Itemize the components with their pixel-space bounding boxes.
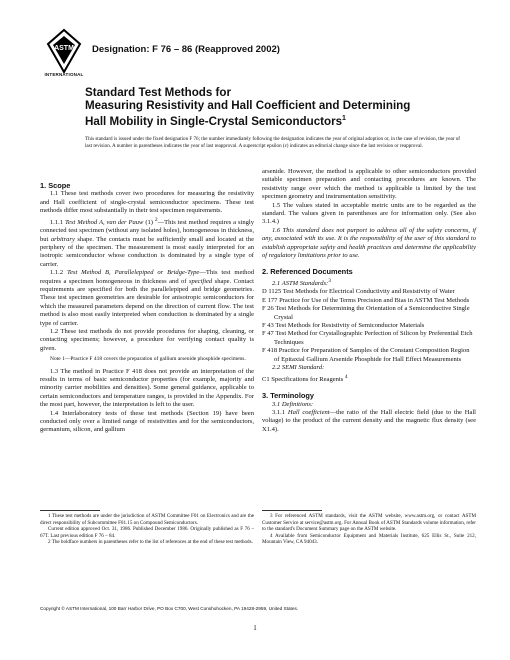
right-column bbox=[262, 168, 476, 434]
footnote: 4 Available from Semiconductor Equipment and Materials Institute, 625 Ellis St., Suite 212, Mountain View, CA 94043. bbox=[262, 532, 476, 546]
reference-item: C1 Specifications for Reagents $^4$ bbox=[262, 373, 348, 383]
reference-item: F 26 Test Methods for Determining the Orientation of a Semiconductive Single Crystal bbox=[262, 305, 470, 321]
page-number: 1 bbox=[253, 624, 257, 632]
note: Note 1—Practice F 418 covers the preparation of gallium arsenide phosphide specimens. bbox=[50, 356, 246, 363]
footnote: Current edition approved Oct. 31, 1986. Published December 1986. Originally published as F 76 – 67T. Last previous edition F 76 – 84. bbox=[40, 526, 254, 539]
section-heading: 3. Terminology bbox=[262, 391, 315, 401]
paragraph: 1.5 The values stated in acceptable metric units are to be regarded as the standard. The values given in parentheses are for information only. (See also 3.1.4.) bbox=[262, 201, 476, 226]
subsection: 2.2 SEMI Standard: bbox=[272, 364, 325, 372]
issuance-note: This standard is issued under the fixed designation F 76; the number immediately following the designation indicates the year of original adoption or, in the case of revision, the year of last revision. A number in parentheses indicates the year of last reapproval. A superscript epsilon (ε) indicates an editorial change since the last revision or reapproval. bbox=[85, 136, 460, 150]
section-heading: 1. Scope bbox=[40, 181, 71, 190]
subsection: 3.1 Definitions: bbox=[272, 400, 314, 408]
reference-item: F 43 Test Methods for Resistivity of Semiconductor Materials bbox=[262, 322, 425, 330]
footnote-rule bbox=[40, 510, 100, 511]
footnote: 2 The boldface numbers in parentheses refer to the list of references at the end of these test methods. bbox=[48, 539, 253, 546]
paragraph: 1.1 These test methods cover two procedures for measuring the resistivity and Hall coefficient of single-crystal semiconductor specimens. These test methods differ most substantially in their test specimen requirements. bbox=[40, 190, 254, 215]
footnote: 1 These test methods are under the jurisdiction of ASTM Committee F01 on Electronics and are the direct responsibility of Subcommittee F01.15 on Compound Semiconductors. bbox=[40, 513, 254, 526]
footnote: 3 For referenced ASTM standards, visit the ASTM website, www.astm.org, or contact ASTM Customer Service at service@astm.org. For Annual Book of ASTM Standards volume information, refer to the standard's Document Summary page on the ASTM website. bbox=[262, 513, 476, 533]
copyright: Copyright © ASTM International, 100 Barr Harbor Drive, PO Box C700, West Conshohocken, PA 19428-2959, United States. bbox=[40, 606, 299, 611]
title-line: Measuring Resistivity and Hall Coefficient and Determining bbox=[85, 99, 411, 112]
reference-item: F 47 Test Method for Crystallographic Perfection of Silicon by Preferential Etch Techniques bbox=[262, 330, 473, 346]
paragraph: 3.1.1 Hall coefficient—the ratio of the Hall electric field (due to the Hall voltage) to the product of the current density and the magnetic flux density (see X1.4). bbox=[262, 408, 477, 433]
left-column bbox=[40, 182, 254, 435]
paragraph: 1.4 Interlaboratory tests of these test methods (Section 19) have been conducted only over a limited range of resistivities and for the semiconductors, germanium, silicon, and gallium bbox=[40, 409, 254, 434]
document-title bbox=[85, 86, 465, 128]
paragraph: arsenide. However, the method is applicable to other semiconductors provided suitable specimen preparation and contacting procedures are known. The resistivity range over which the method is applicable is limited by the test specimen geometry and instrumentation sensitivity. bbox=[262, 168, 476, 201]
left-footnotes bbox=[40, 513, 254, 546]
reference-item: F 418 Practice for Preparation of Samples of the Constant Composition Region of Epitaxial Gallium Arsenide Phosphide for Hall Effect Measurements bbox=[262, 347, 470, 363]
paragraph: 1.2 These test methods do not provide procedures for shaping, cleaning, or contacting specimens; however, a procedure for verifying contact quality is given. bbox=[40, 328, 254, 352]
title-line: Standard Test Methods for bbox=[85, 86, 232, 99]
reference-item: E 177 Practice for Use of the Terms Precision and Bias in ASTM Test Methods bbox=[262, 296, 470, 304]
designation: Designation: F 76 – 86 (Reapproved 2002) bbox=[92, 44, 280, 55]
svg-text:ASTM: ASTM bbox=[54, 45, 74, 52]
paragraph: 1.1.2 Test Method B, Parallelepiped or Bridge-Type—This test method requires a specimen homogeneous in thickness and of specified shape. Contact requirements are specified for both the parallelepiped and bridge geometries. These test specimen geometries are desirable for anisotropic semiconductors for which the measured parameters depend on the direction of current flow. The test method is also most easily interpreted when conduction is dominated by a single type of carrier. bbox=[40, 269, 254, 327]
right-footnotes bbox=[262, 513, 476, 546]
title-line: Hall Mobility in Single-Crystal Semiconductors$^1$ bbox=[85, 114, 346, 128]
astm-logo-icon bbox=[44, 28, 84, 74]
section-heading: 2. Referenced Documents bbox=[262, 267, 353, 277]
reference-item: D 1125 Test Methods for Electrical Conductivity and Resistivity of Water bbox=[262, 288, 455, 296]
paragraph: 1.6 This standard does not purport to address all of the safety concerns, if any, associated with its use. It is the responsibility of the user of this standard to establish appropriate safety and health practices and determine the applicability of regulatory limitations prior to use. bbox=[262, 226, 476, 260]
subsection: 2.1 ASTM Standards:$^3$ bbox=[272, 277, 331, 288]
paragraph: 1.3 The method in Practice F 418 does not provide an interpretation of the results in terms of basic semiconductor properties (for example, majority and minority carrier mobilities and densities). Some general guidance, applicable to certain semiconductors and temperature ranges, is provided in the Appendix. For the most part, however, the interpretation is left to the user. bbox=[40, 367, 254, 409]
paragraph: 1.1.1 Test Method A, van der Pauw (1) $^2$—This test method requires a singly connected test specimen (without any isolated holes), homogeneous in thickness, but arbitrary shape. The contacts must be sufficiently small and located at the periphery of the specimen. The measurement is most easily interpreted for an isotropic semiconductor whose conduction is dominated by a single type of carrier. bbox=[40, 216, 254, 268]
footnote-rule bbox=[262, 510, 322, 511]
logo-subtitle: INTERNATIONAL bbox=[44, 72, 84, 77]
